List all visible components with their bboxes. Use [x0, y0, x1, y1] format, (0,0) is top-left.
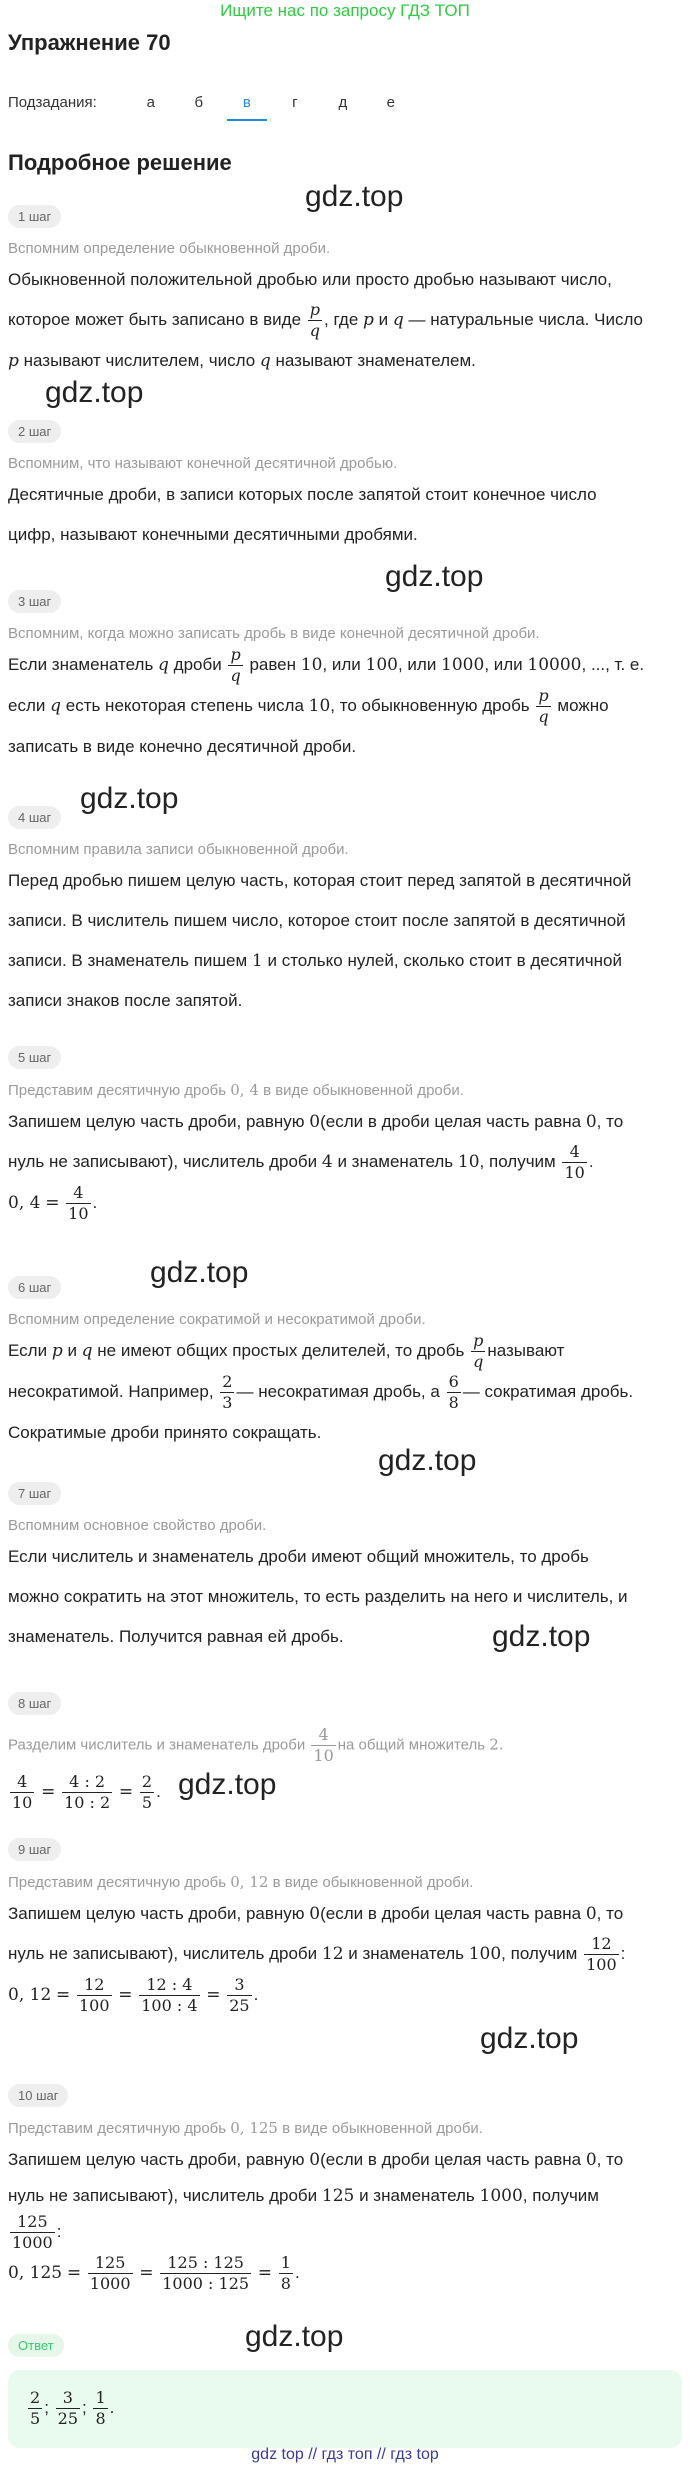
- text-line: Обыкновенной положительной дробью или просто дробью называют число,: [8, 270, 612, 289]
- fraction: $\frac{6}{8}$: [448, 1372, 459, 1413]
- fraction: $\frac{2}{5}$: [30, 2388, 41, 2429]
- math-line: 0, 125 = $\frac{125}{1000}$ = $\frac{125 : 125}{1000 : 125}$ = $\frac{1}{8}$ .: [8, 2253, 300, 2294]
- tab-v[interactable]: в: [223, 84, 271, 121]
- math-line: $\frac{125}{1000}$ :: [12, 2212, 62, 2253]
- fraction: $\frac{3}{25}$: [229, 1975, 250, 2016]
- step-badge: 6 шаг: [8, 1276, 61, 1299]
- text-line: Если p и q не имеют общих простых делителей, то дробь $\frac{p}{q}$ называют: [8, 1331, 565, 1372]
- tab-e[interactable]: е: [386, 94, 395, 111]
- fraction-p-q: $\frac{p}{q}$: [230, 645, 241, 686]
- fraction: $\frac{4}{10}$: [12, 1772, 33, 1813]
- text-line: знаменатель. Получится равная ей дробь.: [8, 1627, 344, 1646]
- tab-b[interactable]: б: [194, 94, 204, 111]
- answer-badge: Ответ: [8, 2334, 64, 2357]
- step-badge: 5 шаг: [8, 1046, 61, 1069]
- step-badge: 10 шаг: [8, 2084, 68, 2107]
- math-line: 0, 4 = $\frac{4}{10}$ .: [8, 1183, 98, 1224]
- fraction: $\frac{1}{8}$: [95, 2388, 106, 2429]
- subtasks-label: Подзадания:: [8, 94, 97, 111]
- text-line: Перед дробью пишем целую часть, которая стоит перед запятой в десятичной: [8, 871, 632, 890]
- fraction-p-q: $\frac{p}{q}$: [309, 300, 321, 341]
- text-line: цифр, называют конечными десятичными дробями.: [8, 525, 418, 544]
- text-line: нуль не записывают), числитель дроби 4 и знаменатель 10, получим $\frac{4}{10}$ .: [8, 1142, 594, 1183]
- fraction: $\frac{12 : 4}{100 : 4}$: [141, 1975, 198, 2016]
- text-line: Если знаменатель q дроби $\frac{p}{q}$ равен 10, или 100, или 1000, или 10000, ..., т. е.: [8, 645, 645, 686]
- text-line: записи. В числитель пишем число, которое стоит после запятой в десятичной: [8, 911, 626, 930]
- step-hint: Вспомним правила записи обыкновенной дроби.: [8, 841, 349, 858]
- step-text: [8, 861, 678, 1021]
- answer-value: $\frac{2}{5}$ ; $\frac{3}{25}$ ; $\frac{1}{8}$ .: [30, 2388, 115, 2429]
- answer-label-wrap: [8, 2334, 64, 2357]
- text-line: нуль не записывают), числитель дроби 125 и знаменатель 1000, получим: [8, 2186, 599, 2206]
- text-line: Запишем целую часть дроби, равную 0(если в дроби целая часть равна 0, то: [8, 2150, 624, 2170]
- step-hint: Вспомним определение обыкновенной дроби.: [8, 240, 331, 257]
- watermark: gdz.top: [385, 560, 484, 593]
- step-8: [8, 1692, 678, 1813]
- step-text: [8, 260, 678, 381]
- step-badge: 8 шаг: [8, 1692, 61, 1715]
- watermark: gdz.top: [305, 180, 404, 213]
- watermark: gdz.top: [378, 1444, 477, 1477]
- math-line: 0, 12 = $\frac{12}{100}$ = $\frac{12 : 4}{100 : 4}$ = $\frac{3}{25}$ .: [8, 1975, 259, 2016]
- step-10: [8, 2084, 678, 2294]
- fraction: $\frac{1}{8}$: [280, 2253, 291, 2294]
- step-hint: Вспомним, что называют конечной десятичной дробью.: [8, 455, 398, 472]
- step-hint: Вспомним основное свойство дроби.: [8, 1517, 267, 1534]
- step-text: [8, 1537, 678, 1657]
- step-hint: Вспомним определение сократимой и несократимой дроби.: [8, 1311, 426, 1328]
- step-badge: 1 шаг: [8, 205, 61, 228]
- footer-links[interactable]: gdz top // гдз топ // гдз top: [251, 2446, 439, 2463]
- fraction: $\frac{12}{100}$: [586, 1934, 617, 1975]
- step-text: [8, 645, 678, 767]
- step-hint: Представим десятичную дробь 0, 125 в виде обыкновенной дроби.: [8, 2119, 483, 2137]
- step-hint: Представим десятичную дробь 0, 4 в виде обыкновенной дроби.: [8, 1081, 464, 1099]
- text-line: нуль не записывают), числитель дроби 12 и знаменатель 100, получим $\frac{12}{100}$ :: [8, 1934, 626, 1975]
- step-3: [8, 590, 678, 767]
- step-text: [8, 475, 678, 555]
- step-4: [8, 806, 678, 1021]
- step-badge: 3 шаг: [8, 590, 61, 613]
- text-line: p называют числителем, число q называют знаменателем.: [8, 351, 476, 372]
- text-line: если q есть некоторая степень числа 10, то обыкновенную дробь $\frac{p}{q}$ можно: [8, 686, 609, 727]
- step-7: [8, 1482, 678, 1657]
- step-6: [8, 1276, 678, 1453]
- fraction: $\frac{4 : 2}{10 : 2}$: [64, 1772, 111, 1813]
- text-line: Если числитель и знаменатель дроби имеют общий множитель, то дробь: [8, 1547, 589, 1566]
- fraction: $\frac{4}{10}$: [564, 1142, 585, 1183]
- watermark: gdz.top: [45, 376, 144, 409]
- text-line: Запишем целую часть дроби, равную 0(если в дроби целая часть равна 0, то: [8, 1112, 624, 1132]
- step-5: [8, 1046, 678, 1224]
- step-1: [8, 205, 678, 381]
- fraction: $\frac{2}{5}$: [141, 1772, 153, 1813]
- step-hint: Представим десятичную дробь 0, 12 в виде обыкновенной дроби.: [8, 1873, 474, 1891]
- tab-d[interactable]: д: [338, 94, 348, 111]
- text-line: Запишем целую часть дроби, равную 0(если в дроби целая часть равна 0, то: [8, 1904, 624, 1924]
- solution-title: Подробное решение: [8, 150, 232, 175]
- watermark: gdz.top: [150, 1256, 249, 1289]
- step-text: [8, 2140, 678, 2294]
- step-hint: Вспомним, когда можно записать дробь в виде конечной десятичной дроби.: [8, 625, 540, 642]
- text-line: записи знаков после запятой.: [8, 991, 243, 1010]
- fraction: $\frac{4}{10}$: [313, 1725, 334, 1765]
- fraction: $\frac{3}{25}$: [57, 2388, 79, 2429]
- step-badge: 4 шаг: [8, 806, 61, 829]
- text-line: записи. В знаменатель пишем 1 и столько нулей, сколько стоит в десятичной: [8, 951, 622, 971]
- fraction-p-q: $\frac{p}{q}$: [538, 686, 549, 727]
- fraction: $\frac{125}{1000}$: [12, 2212, 53, 2253]
- text-line: Сократимые дроби принято сокращать.: [8, 1423, 322, 1443]
- step-badge: 9 шаг: [8, 1838, 61, 1861]
- subtasks-nav: [8, 84, 415, 121]
- watermark: gdz.top: [178, 1768, 277, 1801]
- watermark: gdz.top: [80, 782, 179, 815]
- text-line: записать в виде конечно десятичной дроби.: [8, 737, 357, 757]
- watermark: gdz.top: [480, 2022, 579, 2055]
- tab-a[interactable]: а: [146, 94, 155, 111]
- tab-g[interactable]: г: [292, 94, 298, 111]
- text-line: можно сократить на этот множитель, то есть разделить на него и числитель, и: [8, 1587, 628, 1606]
- step-hint: Разделим числитель и знаменатель дроби $\frac{4}{10}$ на общий множитель 2.: [8, 1725, 504, 1765]
- step-badge: 7 шаг: [8, 1482, 61, 1505]
- answer-box: [8, 2370, 682, 2448]
- text-line: несократимой. Например, $\frac{2}{3}$ — несократимая дробь, а $\frac{6}{8}$ — сократимая дробь.: [8, 1372, 634, 1413]
- step-text: [8, 1894, 678, 2016]
- page-title: Упражнение 70: [8, 30, 171, 55]
- step-text: [8, 1331, 678, 1453]
- text-line: Десятичные дроби, в записи которых после запятой стоит конечное число: [8, 485, 597, 504]
- watermark: gdz.top: [492, 1620, 591, 1653]
- fraction: $\frac{125 : 125}{1000 : 125}$: [162, 2253, 250, 2294]
- step-2: [8, 420, 678, 555]
- math-line: $\frac{4}{10}$ = $\frac{4 : 2}{10 : 2}$ = $\frac{2}{5}$ .: [12, 1772, 161, 1813]
- fraction: $\frac{2}{3}$: [222, 1372, 233, 1413]
- step-text: [8, 1102, 678, 1224]
- fraction: $\frac{4}{10}$: [68, 1183, 89, 1224]
- search-banner: Ищите нас по запросу ГДЗ ТОП: [220, 1, 470, 20]
- watermark: gdz.top: [245, 2320, 344, 2353]
- step-9: [8, 1838, 678, 2016]
- fraction: $\frac{125}{1000}$: [89, 2253, 131, 2294]
- fraction-p-q: $\frac{p}{q}$: [473, 1331, 484, 1372]
- text-line: которое может быть записано в виде $\frac{p}{q}$ , где p и q — натуральные числа. Число: [8, 300, 644, 341]
- step-badge: 2 шаг: [8, 420, 61, 443]
- fraction: $\frac{12}{100}$: [78, 1975, 110, 2016]
